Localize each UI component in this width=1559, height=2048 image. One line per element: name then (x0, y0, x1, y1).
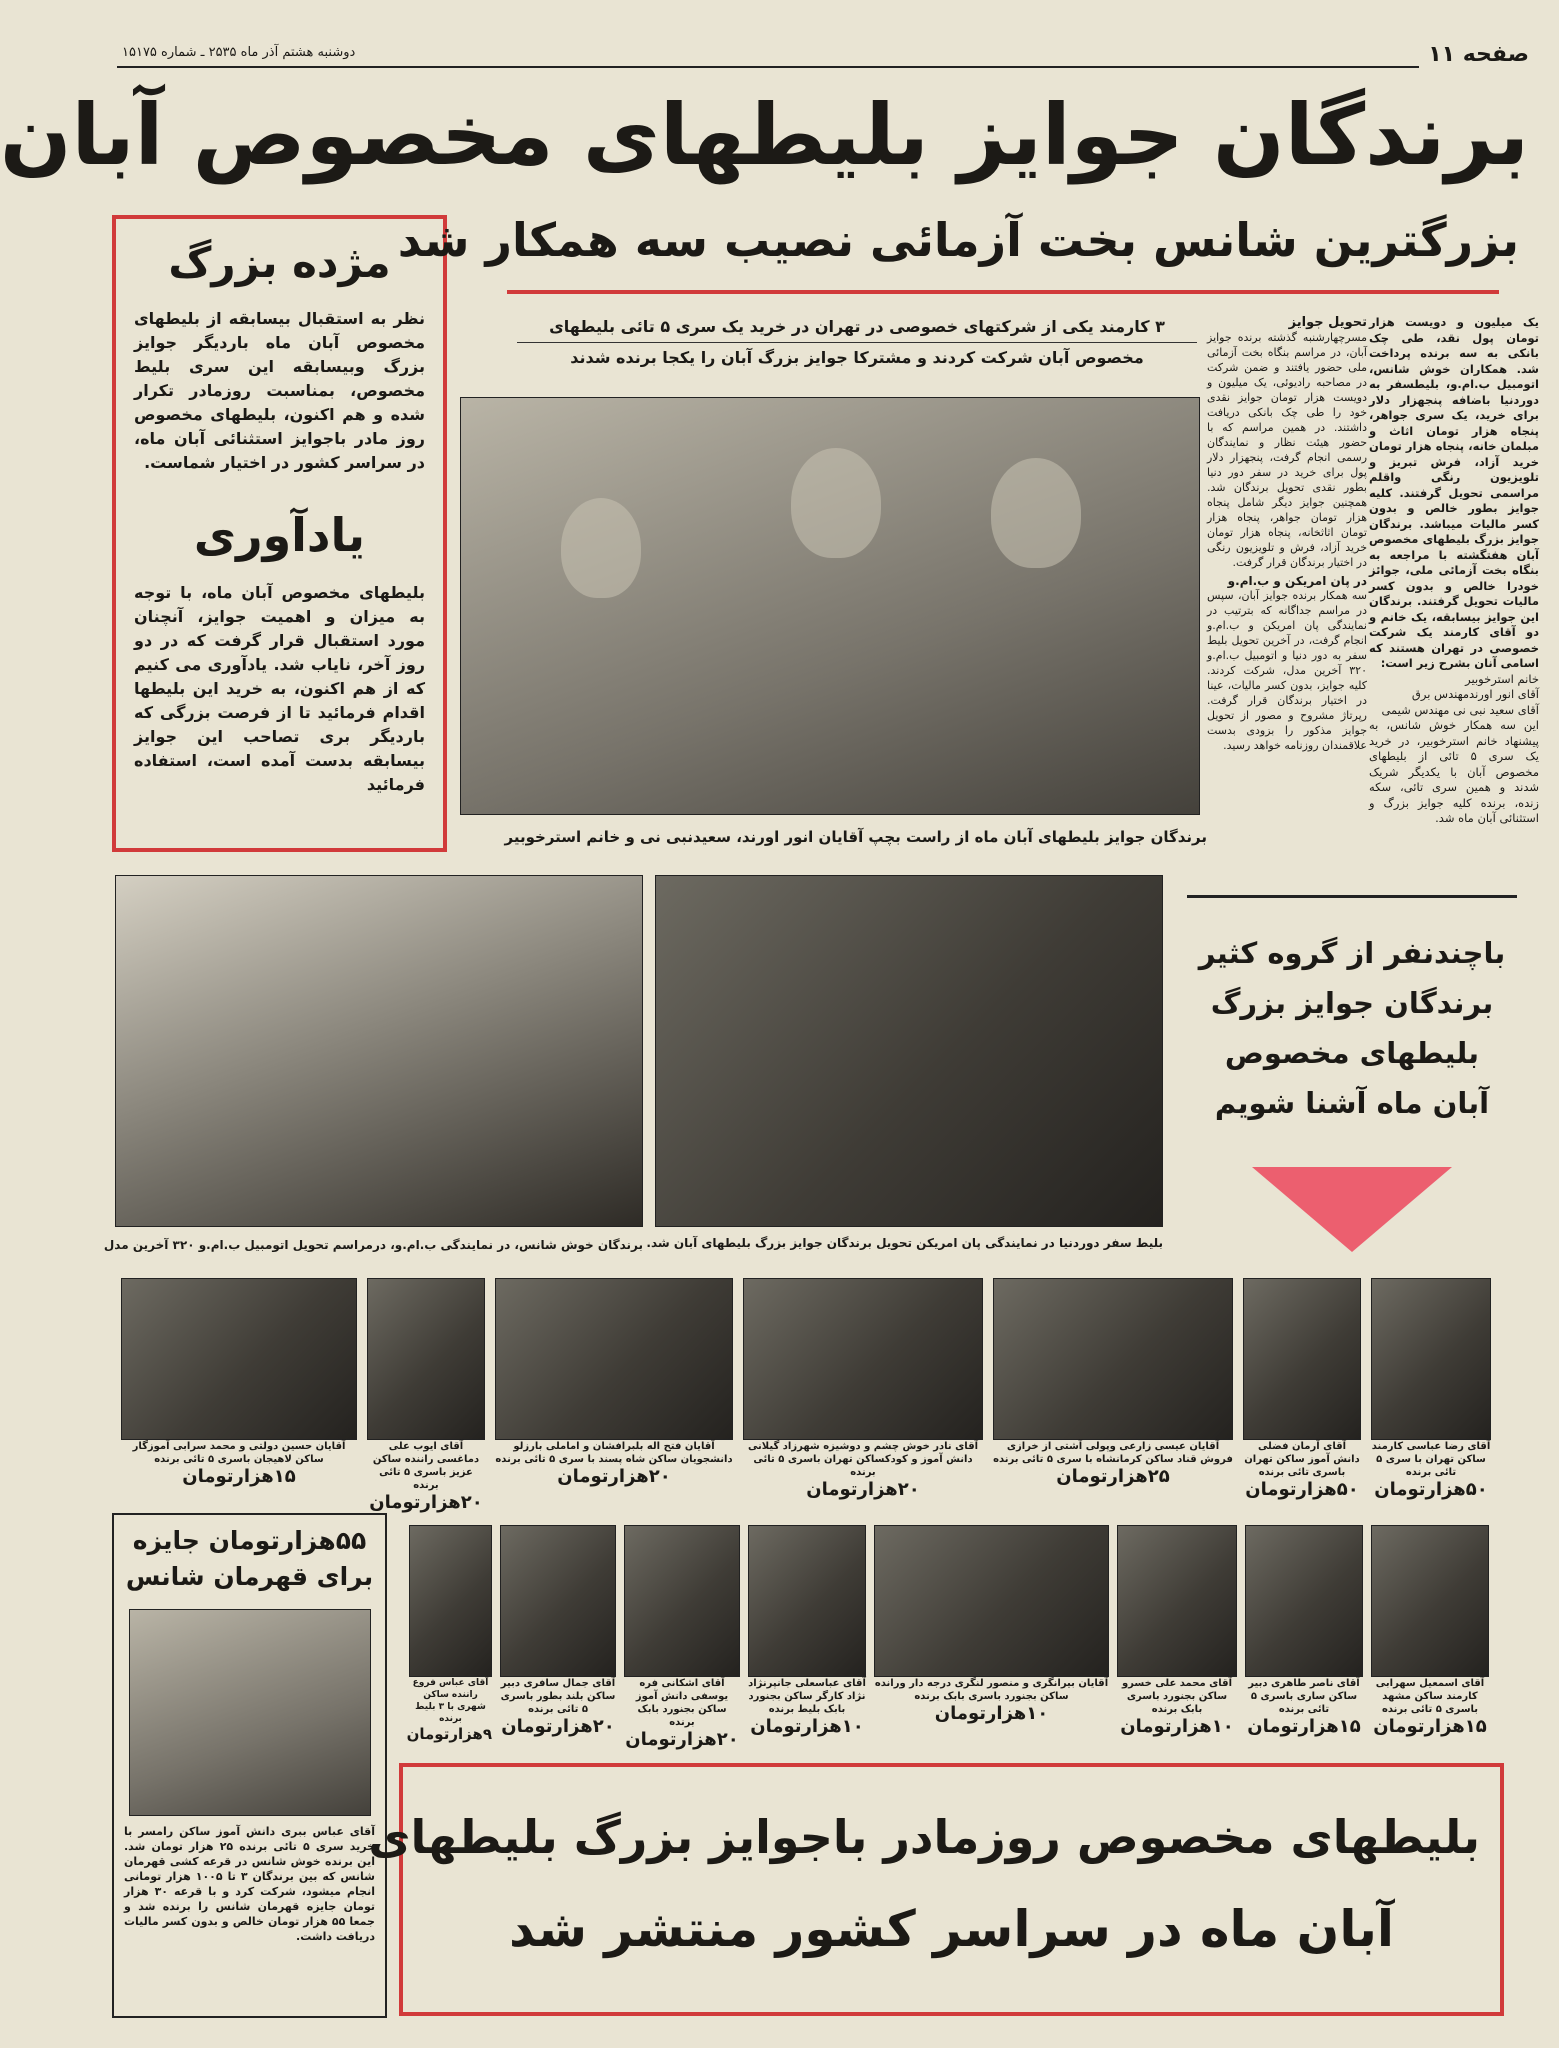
winner-photo (367, 1278, 485, 1440)
jackpot-box (112, 1513, 387, 2018)
main-photo-caption: برندگان جوایز بلیطهای آبان ماه از راست بچپ آقایان انور اورند، سعیدنبی نی و خانم استرخوبیر (504, 828, 1207, 846)
page-number: صفحه ۱۱ (1428, 42, 1529, 67)
middle-heading-2: در پان امریکن و ب.ام.و (1227, 574, 1367, 588)
deck-line-1: ۳ کارمند یکی از شرکتهای خصوصی در تهران در خرید یک سری ۵ تائی بلیطهای (549, 317, 1165, 336)
winner-names: آقای ناصر طاهری دبیر ساکن ساری باسری ۵ تائی برنده (1248, 1678, 1360, 1715)
deck (517, 312, 1197, 373)
intro-text: باچندنفر از گروه کثیر برندگان جوایز بزرگ بلیطهای مخصوص آبان ماه آشنا شویم (1198, 936, 1506, 1120)
winners-row-2 (406, 1525, 1489, 1755)
sidebar-box (112, 215, 447, 852)
winner-prize: ۲۰هزارتومان (557, 1466, 671, 1487)
winner-photo (409, 1525, 492, 1677)
winner-card (1245, 1525, 1363, 1737)
jackpot-caption: آقای عباس ببری دانش آموز ساکن رامسر با خرید سری ۵ تائی برنده ۲۵ هزار تومان شد. این برنده خوش شانس در قرعه کشی قهرمان شانس که بین برندگان ۳ تا ۱۰۰۵ هزار تومانی انجام میشود، شرکت کرد و با قرعه ۳۰ هزار تومان جایزه قهرمان شانس را برنده شد و جمعا ۵۵ هزار تومان خالص و بدون کسر مالیات دریافت داشت. (124, 1825, 375, 1943)
winner-prize: ۱۰هزارتومان (750, 1716, 864, 1737)
winner-prize: ۲۰هزارتومان (625, 1729, 739, 1750)
bottom-banner (368, 1763, 1504, 2016)
winners-row-1 (121, 1278, 1491, 1513)
header-rule (117, 40, 1419, 68)
sidebar-title-reminder: یادآوری (193, 508, 366, 562)
pink-triangle (1252, 1167, 1452, 1252)
jackpot-photo (129, 1609, 371, 1816)
winner-photo (495, 1278, 733, 1440)
winner-card (121, 1278, 357, 1487)
winner-card (1243, 1278, 1361, 1500)
handshake-photo (655, 875, 1163, 1227)
winner-card (874, 1525, 1109, 1724)
winner-names: آقای عباسعلی جانپرنژاد نژاد کارگر ساکن بجنورد بابک بلیط برنده (748, 1678, 866, 1715)
winner-names: آقای اسمعیل سهرابی کارمند ساکن مشهد باسری ۵ تائی برنده (1375, 1678, 1485, 1715)
winner-card (1371, 1278, 1491, 1500)
subheadline: بزرگترین شانس بخت آزمائی نصیب سه همکار شد (397, 213, 1519, 267)
sidebar-text-reminder: بلیطهای مخصوص آبان ماه، با توجه به میزان و اهمیت جوایز، آنچنان مورد استقبال قرار گرفت که در دو روز آخر، نایاب شد. یادآوری می کنیم که از هم اکنون، به خرید این بلیطها اقدام فرمائید تا از فرصت بزرگی که باردیگر بری تصاحب این جوایز بیسابقه بدست آمده است، استفاده فرمائید (134, 583, 425, 794)
winner-prize: ۵۰هزارتومان (1245, 1479, 1359, 1500)
middle-column (1207, 315, 1367, 895)
intro-box (1187, 895, 1517, 1160)
middle-text-2: سه همکار برنده جوایز آبان، سپس در مراسم جداگانه که بترتیب در نمایندگی پان امریکن و ب.ام.و انجام گرفت، در آخرین تحویل بلیط سفر به دور دنیا و اتومبیل ب.ام.و ۳۲۰ آخرین مدل، شرکت کردند. کلیه جوایز، بدون کسر مالیات، عینا در اختیار برندگان قرار گرفت. رپرتاژ مشروح و مصور از تحویل جوایز مذکور را بزودی بدست علاقمندان روزنامه خواهد رسید. (1207, 589, 1367, 752)
right-name-3: آقای سعید نبی نی مهندس شیمی (1381, 702, 1539, 717)
winner-names: آقای نادر خوش چشم و دوشیزه شهرزاد گیلانی دانش آموز و کودکساکن تهران باسری ۵ تائی برنده (747, 1441, 979, 1478)
winner-prize: ۲۰هزارتومان (806, 1479, 920, 1500)
deck-line-2: مخصوص آبان شرکت کردند و مشترکا جوایز بزرگ آبان را یکجا برنده شدند (517, 342, 1197, 373)
winner-prize: ۱۰هزارتومان (1120, 1716, 1234, 1737)
car-photo-caption: برندگان خوش شانس، در نمایندگی ب.ام.و، درمراسم تحویل اتومبیل ب.ام.و ۳۲۰ آخرین مدل (103, 1238, 643, 1252)
winner-photo (1243, 1278, 1361, 1440)
right-name-2: آقای انور اورندمهندس برق (1411, 687, 1539, 701)
winner-card (495, 1278, 733, 1487)
bottom-banner-line-2: آبان ماه در سراسر کشور منتشر شد (508, 1900, 1395, 1958)
headline: برندگان جوایز بلیطهای مخصوص آبان (0, 86, 1529, 184)
winner-photo (500, 1525, 616, 1677)
right-text-end: این سه همکار خوش شانس، به پیشنهاد خانم استرخوبیر، در خرید یک سری ۵ تائی از بلیطهای مخصوص آبان با یکدیگر شریک شدند و همین سری تائی، سکه زنده، برنده کلیه جوایز بزرگ و استثنائی آبان ماه شد. (1369, 718, 1539, 825)
winner-names: آقایان عیسی زارعی وپولی آشتی از خرازی فروش قناد ساکن کرمانشاه با سری ۵ تائی برنده (993, 1441, 1233, 1465)
winner-card (748, 1525, 866, 1737)
car-photo (115, 875, 643, 1227)
handshake-photo-caption: بلیط سفر دوردنیا در نمایندگی پان امریکن تحویل برندگان جوایز بزرگ بلیطهای آبان شد. (646, 1236, 1163, 1250)
winner-prize: ۹هزارتومان (406, 1725, 492, 1743)
winner-names: آقایان بیرانگری و منصور لنگری درجه دار ورانده ساکن بجنورد باسری بابک برنده (874, 1678, 1109, 1702)
winner-card (1117, 1525, 1237, 1737)
winner-names: آقایان فتح اله بلبرافشان و اماملی بارزلو دانشجویان ساکن شاه پسند با سری ۵ تائی برنده (495, 1441, 733, 1465)
winner-photo (1371, 1525, 1489, 1677)
winner-photo (1245, 1525, 1363, 1677)
winner-names: آقای ایوب علی دماغسی راننده ساکن عزیز باسری ۵ تائی برنده (372, 1441, 480, 1491)
winner-photo (1371, 1278, 1491, 1440)
winner-photo (748, 1525, 866, 1677)
winner-prize: ۲۰هزارتومان (369, 1492, 483, 1513)
middle-text-1: مسرچهارشنبه گذشته برنده جوایز آبان، در مراسم بنگاه بخت آزمائی ملی حضور یافتند و ضمن شرکت در مصاحبه رادیوئی، یک میلیون و دویست هزار تومان جوایز نقدی خود را طی چک بانکی دریافت داشتند. در همین مراسم که با حضور هیئت نظار و نمایندگان رسمی انجام گرفت، پنجهزار دلار پول برای خرید در سفر دور دنیا بطور نقدی تحویل برندگان شد. همچنین جوایز دیگر شامل پنجاه هزار تومان جواهر، پنجاه هزار تومان اثاثخانه، پنجاه هزار تومان خرید آزاد، فرش و تلویزیون رنگی در اختیار برندگان قرار گرفت. (1207, 331, 1367, 569)
right-name-1: خانم استرخوبیر (1465, 671, 1539, 686)
winner-names: آقای عباس فروع راننده ساکن شهری با ۳ بلیط برنده (412, 1678, 489, 1724)
winner-prize: ۲۰هزارتومان (501, 1716, 615, 1737)
winner-prize: ۱۰هزارتومان (934, 1703, 1049, 1724)
winner-card (624, 1525, 740, 1750)
winner-names: آقای محمد علی خسرو ساکن بجنورد باسری بابک برنده (1121, 1678, 1233, 1715)
winner-card (367, 1278, 485, 1513)
dateline: دوشنبه هشتم آذر ماه ۲۵۳۵ ـ شماره ۱۵۱۷۵ (122, 45, 356, 60)
winner-prize: ۲۵هزارتومان (1056, 1466, 1170, 1487)
winner-prize: ۱۵هزارتومان (1247, 1716, 1361, 1737)
winner-prize: ۱۵هزارتومان (1373, 1716, 1487, 1737)
subheadline-red-rule (507, 290, 1499, 294)
winner-card (743, 1278, 983, 1500)
main-photo (460, 397, 1200, 815)
winner-photo (993, 1278, 1233, 1440)
sidebar-title-good-news: مژده بزرگ (168, 238, 391, 287)
winner-names: آقای رضا عباسی کارمند ساکن تهران با سری ۵ تائی برنده (1371, 1441, 1491, 1478)
winner-names: آقایان حسین دولتی و محمد سرابی آموزگار ساکن لاهیجان باسری ۵ تائی برنده (132, 1441, 346, 1465)
winner-photo (743, 1278, 983, 1440)
winner-photo (1117, 1525, 1237, 1677)
jackpot-title: ۵۵هزارتومان جایزه برای قهرمان شانس (125, 1526, 374, 1591)
bottom-banner-line-1: بلیطهای مخصوص روزمادر باجوایز بزرگ بلیطهای (368, 1810, 1480, 1864)
winner-prize: ۵۰هزارتومان (1374, 1479, 1488, 1500)
winner-names: آقای اشکانی فره یوسفی دانش آموز ساکن بجنورد بابک برنده (635, 1678, 729, 1728)
winner-prize: ۱۵هزارتومان (182, 1466, 296, 1487)
right-text: یک میلیون و دویست هزار تومان پول نقد، طی چک بانکی به سه برنده پرداخت شد. همکاران خوش شانس، اتومبیل ب.ام.و، بلیطسفر به دوردنیا باضافه پنجهزار دلار برای خرید، یک سری جواهر، پنجاه هزار تومان اثاث و مبلمان خانه، پنجاه هزار تومان خرید آزاد، فرش تبریز و تلویزیون رنگی واقلم مراسمی تحویل گرفتند. کلیه جوایز بطور خالص و بدون کسر مالیات میباشد. برندگان جوایز بزرگ بلیطهای مخصوص آبان هفتگشته با مراجعه به بنگاه بخت آزمائی ملی، جوائز خودرا خالص و بدون کسر مالیات تحویل گرفتند. برندگان این جوایز بیسابقه، یک خانم و دو آقای کارمند یک شرکت خصوصی در تهران هستند که اسامی آنان بشرح زیر است: (1369, 315, 1539, 670)
sidebar-text-good-news: نظر به استقبال بیسابقه از بلیطهای مخصوص آبان ماه باردیگر جوایز بزرگ وبیسابقه این سری بلیط مخصوص، بمناسبت روزمادر تکرار شده و هم اکنون، بلیطهای مخصوص روز مادر باجوایز استثنائی آبان ماه، در سراسر کشور در اختیار شماست. (134, 309, 425, 472)
right-column (1369, 315, 1539, 895)
middle-heading-1: تحویل جوایز (1288, 315, 1367, 330)
winner-photo (121, 1278, 357, 1440)
winner-card (993, 1278, 1233, 1487)
winner-photo (624, 1525, 740, 1677)
winner-card (406, 1525, 492, 1743)
winner-card (500, 1525, 616, 1737)
winner-names: آقای جمال سافری دبیر ساکن بلند بطور باسری ۵ تائی برنده (500, 1678, 616, 1715)
winner-card (1371, 1525, 1489, 1737)
winner-names: آقای آرمان فضلی دانش آموز ساکن تهران باسری تائی برنده (1244, 1441, 1360, 1478)
winner-photo (874, 1525, 1109, 1677)
